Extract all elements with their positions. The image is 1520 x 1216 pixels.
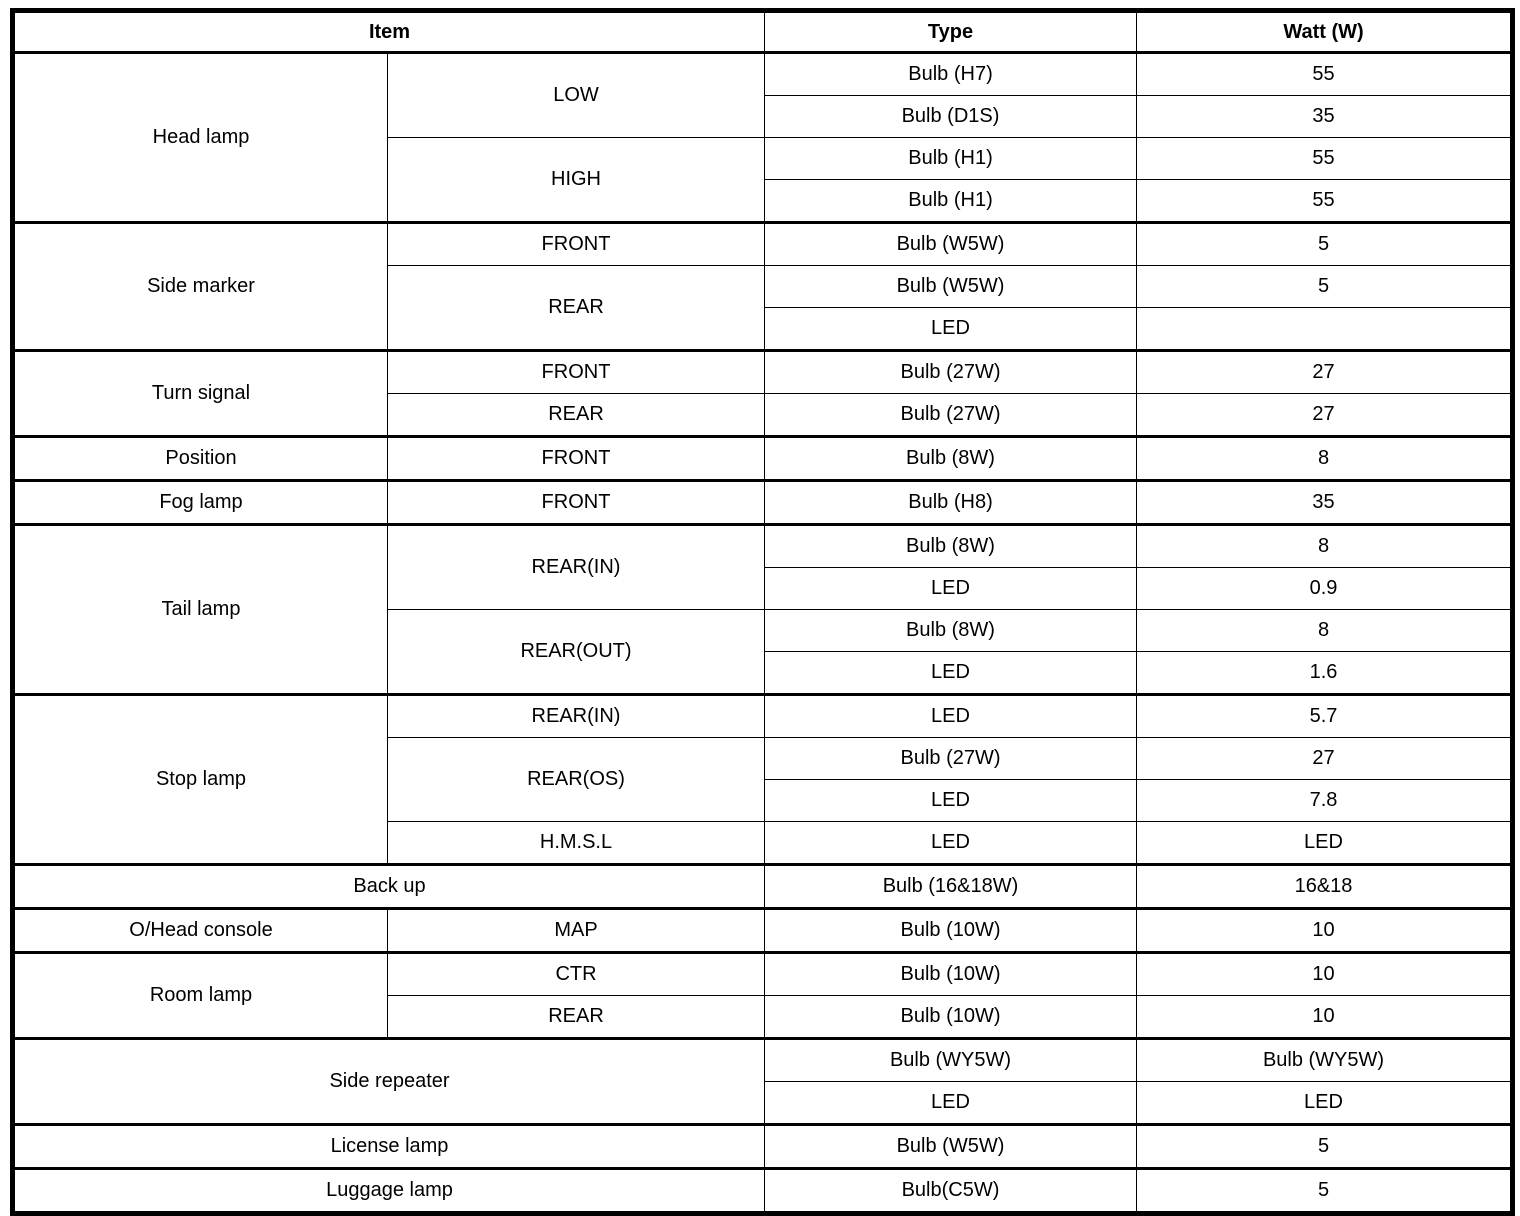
watt-cell: 16&18 [1137,865,1513,909]
sub-item-cell: HIGH [388,138,765,223]
sub-item-cell: FRONT [388,481,765,525]
header-item: Item [13,11,765,53]
type-cell: LED [765,695,1137,738]
watt-cell: 27 [1137,738,1513,780]
watt-cell: 10 [1137,909,1513,953]
table-row [13,525,1513,568]
table-row [13,695,1513,738]
watt-cell: 27 [1137,394,1513,437]
sub-item-cell: FRONT [388,351,765,394]
item-cell: Back up [13,865,765,909]
type-cell: Bulb (W5W) [765,1125,1137,1169]
watt-cell: Bulb (WY5W) [1137,1039,1513,1082]
header-type: Type [765,11,1137,53]
watt-cell: 35 [1137,481,1513,525]
type-cell: LED [765,822,1137,865]
watt-cell: 8 [1137,610,1513,652]
watt-cell: 8 [1137,525,1513,568]
watt-cell: 55 [1137,180,1513,223]
type-cell: Bulb(C5W) [765,1169,1137,1214]
table-row [13,1125,1513,1169]
type-cell: Bulb (H8) [765,481,1137,525]
watt-cell: 5 [1137,266,1513,308]
sub-item-cell: REAR(OUT) [388,610,765,695]
table-row [13,223,1513,266]
sub-item-cell: H.M.S.L [388,822,765,865]
type-cell: LED [765,308,1137,351]
type-cell: Bulb (W5W) [765,223,1137,266]
type-cell: Bulb (W5W) [765,266,1137,308]
type-cell: Bulb (16&18W) [765,865,1137,909]
type-cell: Bulb (H7) [765,53,1137,96]
type-cell: Bulb (10W) [765,953,1137,996]
sub-item-cell: LOW [388,53,765,138]
sub-item-cell: FRONT [388,437,765,481]
sub-item-cell: REAR [388,266,765,351]
watt-cell [1137,308,1513,351]
watt-cell: 27 [1137,351,1513,394]
sub-item-cell: REAR [388,996,765,1039]
watt-cell: LED [1137,1082,1513,1125]
watt-cell: 5 [1137,1169,1513,1214]
type-cell: Bulb (WY5W) [765,1039,1137,1082]
watt-cell: 1.6 [1137,652,1513,695]
type-cell: Bulb (27W) [765,394,1137,437]
type-cell: Bulb (10W) [765,996,1137,1039]
item-cell: Stop lamp [13,695,388,865]
type-cell: Bulb (27W) [765,738,1137,780]
sub-item-cell: MAP [388,909,765,953]
type-cell: Bulb (8W) [765,437,1137,481]
table-row [13,909,1513,953]
item-cell: Luggage lamp [13,1169,765,1214]
watt-cell: 55 [1137,138,1513,180]
watt-cell: 5 [1137,223,1513,266]
type-cell: Bulb (H1) [765,180,1137,223]
table-row [13,481,1513,525]
sub-item-cell: CTR [388,953,765,996]
item-cell: Side repeater [13,1039,765,1125]
watt-cell: 10 [1137,953,1513,996]
sub-item-cell: REAR(OS) [388,738,765,822]
type-cell: LED [765,1082,1137,1125]
item-cell: Head lamp [13,53,388,223]
table-row [13,351,1513,394]
type-cell: LED [765,568,1137,610]
type-cell: Bulb (8W) [765,525,1137,568]
item-cell: Position [13,437,388,481]
type-cell: LED [765,652,1137,695]
table-row [13,437,1513,481]
item-cell: Fog lamp [13,481,388,525]
item-cell: Tail lamp [13,525,388,695]
watt-cell: 0.9 [1137,568,1513,610]
watt-cell: 5 [1137,1125,1513,1169]
type-cell: LED [765,780,1137,822]
type-cell: Bulb (27W) [765,351,1137,394]
watt-cell: 35 [1137,96,1513,138]
type-cell: Bulb (8W) [765,610,1137,652]
type-cell: Bulb (D1S) [765,96,1137,138]
table-row [13,1169,1513,1214]
table-row [13,865,1513,909]
type-cell: Bulb (H1) [765,138,1137,180]
header-row [13,11,1513,53]
type-cell: Bulb (10W) [765,909,1137,953]
watt-cell: 5.7 [1137,695,1513,738]
watt-cell: 8 [1137,437,1513,481]
watt-cell: 55 [1137,53,1513,96]
table-row [13,1039,1513,1082]
item-cell: Turn signal [13,351,388,437]
table-row [13,953,1513,996]
item-cell: Side marker [13,223,388,351]
sub-item-cell: REAR(IN) [388,695,765,738]
lamp-spec-table [10,8,1515,1216]
header-watt: Watt (W) [1137,11,1513,53]
item-cell: O/Head console [13,909,388,953]
sub-item-cell: REAR [388,394,765,437]
sub-item-cell: FRONT [388,223,765,266]
item-cell: License lamp [13,1125,765,1169]
watt-cell: LED [1137,822,1513,865]
item-cell: Room lamp [13,953,388,1039]
watt-cell: 10 [1137,996,1513,1039]
sub-item-cell: REAR(IN) [388,525,765,610]
table-row [13,53,1513,96]
watt-cell: 7.8 [1137,780,1513,822]
